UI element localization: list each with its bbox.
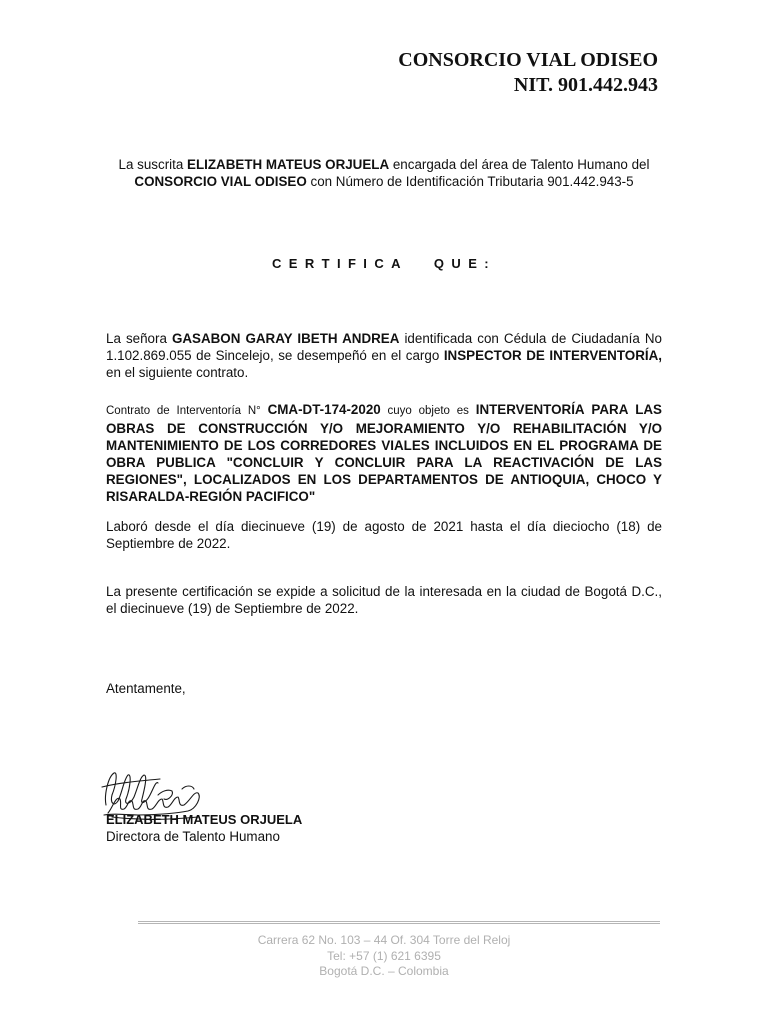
contract-paragraph	[106, 401, 662, 505]
intro-paragraph	[106, 156, 662, 190]
footer-phone: Tel: +57 (1) 621 6395	[327, 948, 441, 963]
footer	[0, 933, 768, 980]
footer-address: Carrera 62 No. 103 – 44 Of. 304 Torre del Reloj	[257, 933, 511, 947]
contract-object: INTERVENTORÍA PARA LAS OBRAS DE CONSTRUCCIÓN Y/O MEJORAMIENTO Y/O REHABILITACIÓN Y/O MANTENIMIENTO DE LOS CORREDORES VIALES INCLUIDOS EN EL PROGRAMA DE OBRA PUBLICA "CONCLUIR Y CONCLUIR PARA LA REACTIVACIÓN DE LAS REGIONES", LOCALIZADOS EN LOS DEPARTAMENTOS DE ANTIOQUIA, CHOCO Y RISARALDA-REGIÓN PACIFICO"	[106, 402, 662, 504]
intro-text-3: con Número de Identificación Tributaria 901.442.943-5	[306, 174, 634, 189]
intro-company-name: CONSORCIO VIAL ODISEO	[134, 174, 307, 189]
intro-signer-name: ELIZABETH MATEUS ORJUELA	[187, 157, 390, 172]
contract-text-1: Contrato de Interventoría N°	[106, 405, 268, 417]
company-nit: NIT. 901.442.943	[513, 74, 658, 96]
employee-name: GASABON GARAY IBETH ANDREA	[171, 331, 400, 346]
signer-title: Directora de Talento Humano	[106, 829, 280, 844]
dates-paragraph: Laboró desde el día diecinueve (19) de agosto de 2021 hasta el día dieciocho (18) de Septiembre de 2022.	[106, 519, 662, 551]
contract-text-2: cuyo objeto es	[380, 405, 476, 417]
signer-name: ELIZABETH MATEUS ORJUELA	[106, 812, 303, 827]
employee-text-1: La señora	[106, 331, 172, 346]
employee-position: INSPECTOR DE INTERVENTORÍA,	[443, 348, 662, 363]
employee-text-3: en el siguiente contrato.	[106, 365, 249, 380]
closing-salutation: Atentamente,	[106, 681, 186, 696]
certifica-heading	[0, 256, 768, 271]
intro-text-2: encargada del área de Talento Humano del	[389, 157, 650, 172]
footer-city: Bogotá D.C. – Colombia	[319, 964, 449, 978]
issue-paragraph: La presente certificación se expide a solicitud de la interesada en la ciudad de Bogotá D.C., el diecinueve (19) de Septiembre de 2022.	[106, 584, 662, 616]
letterhead	[398, 48, 658, 98]
employee-paragraph	[106, 330, 662, 381]
contract-number: CMA-DT-174-2020	[267, 402, 381, 417]
footer-divider	[138, 921, 660, 924]
heading-word-que: QUE:	[433, 256, 497, 271]
company-name: CONSORCIO VIAL ODISEO	[398, 49, 658, 71]
heading-word-certifica: CERTIFICA	[271, 256, 408, 271]
employee-text-2: identificada con Cédula de Ciudadanía No 1.102.869.055 de Sincelejo, se desempeñó en el cargo	[106, 331, 662, 363]
intro-text-1: La suscrita	[118, 157, 188, 172]
